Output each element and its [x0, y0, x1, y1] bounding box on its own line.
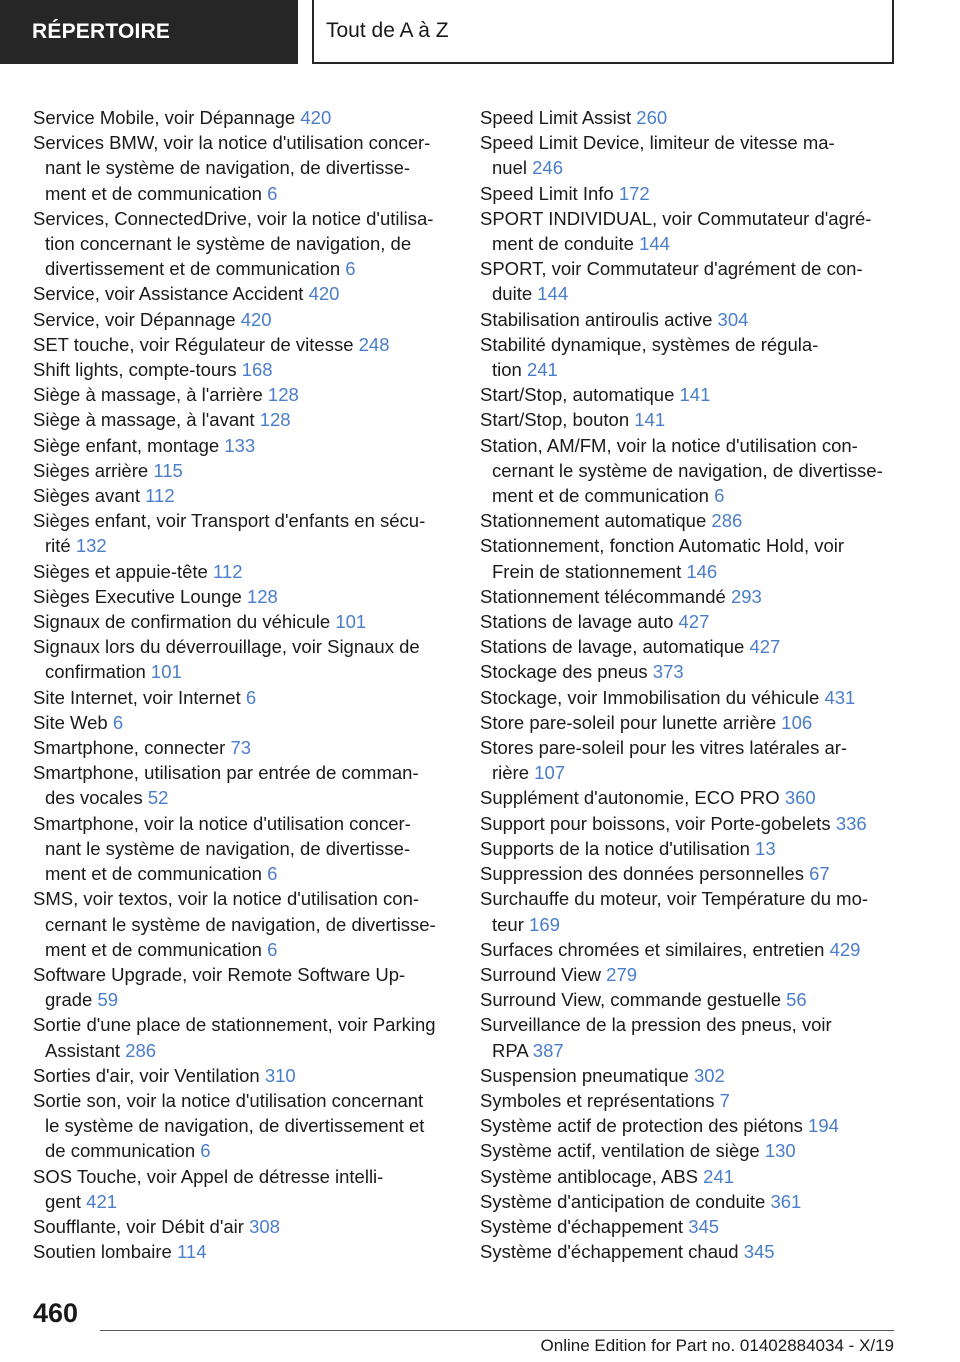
index-entry: [33, 886, 451, 962]
entry-text: confirmation: [45, 661, 146, 683]
chapter-title: Tout de A à Z: [312, 0, 894, 64]
page-reference-link[interactable]: 56: [786, 989, 807, 1011]
page-reference-link[interactable]: 114: [176, 1241, 207, 1263]
page-reference-link[interactable]: 308: [249, 1215, 280, 1237]
entry-text: Stabilisation antiroulis active: [480, 308, 713, 330]
entry-text: Software Upgrade, voir Remote Software Up-: [33, 963, 406, 985]
entry-text: Siège à massage, à l'arrière: [33, 384, 263, 406]
page-reference-link[interactable]: 6: [714, 485, 725, 507]
page-reference-link[interactable]: 293: [730, 585, 762, 607]
index-column-right: [480, 105, 898, 1264]
entry-text: Sièges enfant, voir Transport d'enfants en sécu-: [33, 510, 426, 532]
page-reference-link[interactable]: 144: [537, 283, 569, 305]
section-tab: RÉPERTOIRE: [0, 0, 298, 64]
index-entry: [480, 1088, 898, 1113]
index-entry: [33, 357, 451, 382]
page-reference-link[interactable]: 52: [147, 787, 169, 809]
index-entry: [480, 1063, 898, 1088]
page-reference-link[interactable]: 168: [241, 359, 273, 381]
entry-text: Speed Limit Assist: [480, 107, 632, 128]
index-entry: [33, 206, 451, 282]
index-entry: [480, 584, 898, 609]
entry-text: Système actif de protection des piétons: [480, 1115, 803, 1137]
entry-text: Stockage des pneus: [480, 661, 648, 683]
entry-text: Siège enfant, montage: [33, 434, 220, 456]
index-entry: [480, 533, 898, 583]
entry-text: rière: [492, 762, 530, 784]
entry-text: divertissement et de communication: [45, 258, 341, 280]
index-entry: [480, 105, 898, 130]
index-entry: [480, 987, 898, 1012]
index-entry: [33, 1214, 451, 1239]
entry-text: Stabilité dynamique, systèmes de régula-: [480, 333, 819, 355]
entry-text: Sortie son, voir la notice d'utilisation concernant: [33, 1089, 424, 1111]
page-reference-link[interactable]: 112: [145, 485, 175, 507]
page-reference-link[interactable]: 194: [808, 1115, 839, 1137]
index-entry: [480, 1239, 898, 1264]
index-entry: [480, 659, 898, 684]
index-entry: [480, 256, 898, 306]
index-entry: [480, 433, 898, 509]
entry-text: Support pour boissons, voir Porte-gobelets: [480, 812, 831, 834]
entry-text: Station, AM/FM, voir la notice d'utilisation con-: [480, 434, 858, 456]
entry-text: Speed Limit Device, limiteur de vitesse ma-: [480, 132, 835, 154]
index-entry: [480, 785, 898, 810]
page-reference-link[interactable]: 6: [267, 863, 278, 885]
entry-text: nant le système de navigation, de divertisse-: [45, 157, 411, 179]
page-reference-link[interactable]: 345: [688, 1215, 720, 1237]
index-entry: [33, 281, 451, 306]
index-entry: [33, 1164, 451, 1214]
page-reference-link[interactable]: 241: [703, 1165, 735, 1187]
page-number: 460: [33, 1298, 79, 1328]
entry-text: Stockage, voir Immobilisation du véhicule: [480, 686, 820, 708]
entry-text: Soutien lombaire: [33, 1241, 172, 1263]
entry-text: Surfaces chromées et similaires, entretien: [480, 938, 825, 960]
entry-text: tion: [492, 359, 522, 381]
page-reference-link[interactable]: 421: [86, 1190, 118, 1212]
entry-text: SOS Touche, voir Appel de détresse intelli-: [33, 1165, 384, 1187]
index-entry: [480, 307, 898, 332]
index-entry: [480, 1113, 898, 1138]
entry-text: ment de conduite: [492, 233, 634, 255]
entry-text: Stationnement, fonction Automatic Hold, voir: [480, 535, 845, 557]
page-reference-link[interactable]: 248: [358, 333, 390, 355]
index-entry: [33, 458, 451, 483]
index-entry: [33, 407, 451, 432]
entry-text: Smartphone, utilisation par entrée de comman-: [33, 762, 419, 784]
entry-text: Système actif, ventilation de siège: [480, 1140, 760, 1162]
page-reference-link[interactable]: 128: [267, 384, 299, 406]
index-entry: [33, 735, 451, 760]
page-reference-link[interactable]: 141: [634, 409, 666, 431]
page-reference-link[interactable]: 106: [781, 711, 813, 733]
entry-text: Service Mobile, voir Dépannage: [33, 107, 296, 128]
index-entry: [480, 735, 898, 785]
entry-text: Smartphone, voir la notice d'utilisation concer-: [33, 812, 411, 834]
page-reference-link[interactable]: 6: [200, 1140, 211, 1162]
index-entry: [33, 382, 451, 407]
entry-text: Supports de la notice d'utilisation: [480, 837, 750, 859]
page-header: [0, 0, 960, 66]
entry-text: cernant le système de navigation, de divertisse-: [492, 459, 883, 481]
entry-text: Sorties d'air, voir Ventilation: [33, 1064, 260, 1086]
page-reference-link[interactable]: 112: [213, 560, 243, 582]
page-reference-link[interactable]: 304: [717, 308, 749, 330]
entry-text: ment et de communication: [45, 182, 262, 204]
entry-text: Service, voir Assistance Accident: [33, 283, 304, 305]
page-reference-link[interactable]: 345: [743, 1241, 775, 1263]
page-reference-link[interactable]: 169: [529, 913, 560, 935]
index-entry: [480, 609, 898, 634]
entry-text: Système d'anticipation de conduite: [480, 1190, 766, 1212]
entry-text: rité: [45, 535, 71, 557]
entry-text: Surround View: [480, 963, 602, 985]
page-reference-link[interactable]: 420: [300, 107, 332, 128]
index-entry: [33, 811, 451, 887]
page-reference-link[interactable]: 146: [686, 560, 718, 582]
page-reference-link[interactable]: 141: [679, 384, 711, 406]
page-reference-link[interactable]: 361: [770, 1190, 802, 1212]
index-entry: [33, 1012, 451, 1062]
index-entry: [480, 1012, 898, 1062]
entry-text: Sièges Executive Lounge: [33, 585, 242, 607]
page-reference-link[interactable]: 128: [246, 585, 278, 607]
index-entry: [480, 181, 898, 206]
index-entry: [480, 861, 898, 886]
entry-text: Sièges et appuie-tête: [33, 560, 208, 582]
entry-text: Sortie d'une place de stationnement, voir Parking: [33, 1014, 436, 1036]
index-entry: [33, 508, 451, 558]
page-reference-link[interactable]: 310: [264, 1064, 296, 1086]
page-reference-link[interactable]: 144: [639, 233, 670, 255]
page-reference-link[interactable]: 115: [153, 459, 183, 481]
index-entry: [480, 206, 898, 256]
entry-text: Système d'échappement: [480, 1215, 684, 1237]
entry-text: Services, ConnectedDrive, voir la notice d'utilisa-: [33, 207, 434, 229]
entry-text: ment et de communication: [45, 938, 262, 960]
page-reference-link[interactable]: 130: [764, 1140, 796, 1162]
page-reference-link[interactable]: 336: [835, 812, 867, 834]
index-entry: [480, 962, 898, 987]
entry-text: SPORT, voir Commutateur d'agrément de con-: [480, 258, 863, 280]
page-reference-link[interactable]: 286: [125, 1039, 157, 1061]
page-reference-link[interactable]: 13: [755, 837, 776, 859]
entry-text: duite: [492, 283, 533, 305]
index-entry: [480, 886, 898, 936]
page-reference-link[interactable]: 67: [809, 863, 830, 885]
page-reference-link[interactable]: 6: [267, 938, 278, 960]
entry-text: Sièges avant: [33, 485, 140, 507]
entry-text: Stations de lavage auto: [480, 611, 674, 633]
entry-text: Store pare-soleil pour lunette arrière: [480, 711, 777, 733]
entry-text: Stationnement automatique: [480, 510, 707, 532]
index-entry: [480, 634, 898, 659]
index-entry: [480, 937, 898, 962]
index-entry: [480, 382, 898, 407]
index-entry: [33, 962, 451, 1012]
index-entry: [33, 685, 451, 710]
entry-text: Start/Stop, automatique: [480, 384, 675, 406]
index-entry: [33, 609, 451, 634]
page-reference-link[interactable]: 360: [784, 787, 816, 809]
index-entry: [33, 1063, 451, 1088]
entry-text: Surchauffe du moteur, voir Température du mo-: [480, 888, 869, 910]
page-reference-link[interactable]: 128: [259, 409, 291, 431]
entry-text: cernant le système de navigation, de divertisse-: [45, 913, 436, 935]
index-entry: [33, 1088, 451, 1164]
page-reference-link[interactable]: 420: [240, 308, 272, 330]
index-entry: [33, 307, 451, 332]
index-entry: [480, 811, 898, 836]
entry-text: SET touche, voir Régulateur de vitesse: [33, 333, 354, 355]
index-entry: [480, 685, 898, 710]
page-reference-link[interactable]: 246: [532, 157, 563, 179]
index-entry: [480, 1138, 898, 1163]
entry-text: grade: [45, 989, 93, 1011]
entry-text: gent: [45, 1190, 82, 1212]
page-reference-link[interactable]: 420: [308, 283, 340, 305]
entry-text: Siège à massage, à l'avant: [33, 409, 255, 431]
index-entry: [480, 130, 898, 180]
page-reference-link[interactable]: 427: [678, 611, 710, 633]
index-entry: [480, 407, 898, 432]
entry-text: Sièges arrière: [33, 459, 149, 481]
entry-text: Start/Stop, bouton: [480, 409, 630, 431]
entry-text: teur: [492, 913, 524, 935]
entry-text: Signaux lors du déverrouillage, voir Signaux de: [33, 636, 420, 658]
page-reference-link[interactable]: 429: [829, 938, 861, 960]
entry-text: Suppression des données personnelles: [480, 863, 804, 885]
index-entry: [33, 710, 451, 735]
entry-text: ment et de communication: [492, 485, 709, 507]
entry-text: Surveillance de la pression des pneus, voir: [480, 1014, 832, 1036]
entry-text: Shift lights, compte-tours: [33, 359, 237, 381]
index-entry: [33, 584, 451, 609]
page-reference-link[interactable]: 431: [824, 686, 856, 708]
page-reference-link[interactable]: 133: [224, 434, 256, 456]
index-entry: [480, 332, 898, 382]
entry-text: Speed Limit Info: [480, 182, 614, 204]
footer-divider: [100, 1330, 894, 1331]
entry-text: RPA: [492, 1039, 528, 1061]
index-entry: [480, 508, 898, 533]
entry-text: Assistant: [45, 1039, 121, 1061]
entry-text: nuel: [492, 157, 527, 179]
index-entry: [33, 1239, 451, 1264]
entry-text: Services BMW, voir la notice d'utilisation concer-: [33, 132, 431, 154]
page-reference-link[interactable]: 132: [75, 535, 107, 557]
entry-text: Suspension pneumatique: [480, 1064, 689, 1086]
page-reference-link[interactable]: 286: [711, 510, 743, 532]
page-reference-link[interactable]: 387: [532, 1039, 564, 1061]
page-reference-link[interactable]: 373: [652, 661, 684, 683]
index-entry: [480, 1164, 898, 1189]
index-entry: [33, 483, 451, 508]
entry-text: Système antiblocage, ABS: [480, 1165, 699, 1187]
index-entry: [480, 1214, 898, 1239]
entry-text: des vocales: [45, 787, 143, 809]
index-entry: [33, 433, 451, 458]
page-reference-link[interactable]: 241: [526, 359, 558, 381]
entry-text: SMS, voir textos, voir la notice d'utilisation con-: [33, 888, 420, 910]
page-reference-link[interactable]: 6: [267, 182, 278, 204]
entry-text: nant le système de navigation, de divertisse-: [45, 837, 411, 859]
page-reference-link[interactable]: 6: [112, 711, 124, 733]
page-reference-link[interactable]: 302: [693, 1064, 725, 1086]
page-reference-link[interactable]: 101: [150, 661, 182, 683]
entry-text: ment et de communication: [45, 863, 262, 885]
index-column-left: [33, 105, 451, 1264]
footer-edition: Online Edition for Part no. 01402884034 - X/19: [540, 1336, 894, 1355]
entry-text: SPORT INDIVIDUAL, voir Commutateur d'agré-: [480, 207, 872, 229]
entry-text: le système de navigation, de divertissement et: [45, 1115, 425, 1137]
entry-text: Symboles et représentations: [480, 1089, 715, 1111]
entry-text: Smartphone, connecter: [33, 737, 226, 759]
index-entry: [33, 559, 451, 584]
entry-text: Signaux de confirmation du véhicule: [33, 611, 331, 633]
page-reference-link[interactable]: 7: [719, 1089, 730, 1111]
page-reference-link[interactable]: 279: [606, 963, 638, 985]
index-entry: [33, 130, 451, 206]
entry-text: de communication: [45, 1140, 196, 1162]
index-entry: [33, 760, 451, 810]
page-reference-link[interactable]: 6: [345, 258, 356, 280]
entry-text: Frein de stationnement: [492, 560, 682, 582]
entry-text: tion concernant le système de navigation, de: [45, 233, 412, 255]
index-entry: [33, 332, 451, 357]
entry-text: Surround View, commande gestuelle: [480, 989, 781, 1011]
entry-text: Service, voir Dépannage: [33, 308, 236, 330]
page-reference-link[interactable]: 101: [335, 611, 367, 633]
entry-text: Supplément d'autonomie, ECO PRO: [480, 787, 780, 809]
entry-text: Soufflante, voir Débit d'air: [33, 1215, 244, 1237]
index-entry: [480, 1189, 898, 1214]
page-reference-link[interactable]: 260: [636, 107, 668, 128]
entry-text: Stations de lavage, automatique: [480, 636, 745, 658]
entry-text: Site Internet, voir Internet: [33, 686, 241, 708]
entry-text: Site Web: [33, 711, 108, 733]
entry-text: Stores pare-soleil pour les vitres latérales ar-: [480, 737, 848, 759]
index-entry: [33, 634, 451, 684]
entry-text: Stationnement télécommandé: [480, 585, 726, 607]
page-reference-link[interactable]: 427: [749, 636, 781, 658]
page-reference-link[interactable]: 107: [534, 762, 566, 784]
index-entry: [480, 836, 898, 861]
page-reference-link[interactable]: 59: [97, 989, 119, 1011]
index-entry: [33, 105, 451, 130]
page-reference-link[interactable]: 6: [245, 686, 257, 708]
page-reference-link[interactable]: 172: [618, 182, 650, 204]
entry-text: Système d'échappement chaud: [480, 1241, 739, 1263]
index-entry: [480, 710, 898, 735]
page-reference-link[interactable]: 73: [230, 737, 252, 759]
